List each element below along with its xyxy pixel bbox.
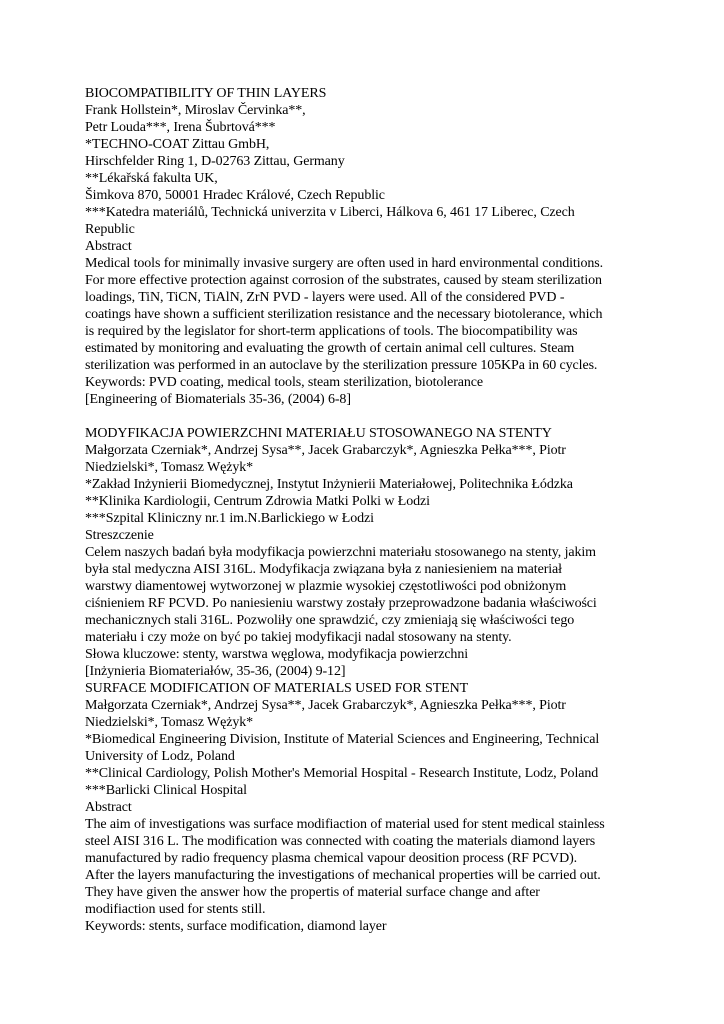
text-line: is required by the legislator for short-term applications of tools. The biocompatibility was <box>85 324 578 339</box>
text-line: sterilization was performed in an autoclave by the sterilization pressure 105KPa in 60 cycles. <box>85 358 598 373</box>
text-line: loadings, TiN, TiCN, TiAlN, ZrN PVD - layers were used. All of the considered PVD - <box>85 290 565 305</box>
page-text <box>85 85 605 935</box>
text-line: Małgorzata Czerniak*, Andrzej Sysa**, Jacek Grabarczyk*, Agnieszka Pełka***, Piotr <box>85 698 566 713</box>
text-line: warstwy diamentowej wytworzonej w plazmie wysokiej częstotliwości pod obniżonym <box>85 579 567 594</box>
text-line: **Klinika Kardiologii, Centrum Zdrowia Matki Polki w Łodzi <box>85 494 430 509</box>
text-line: steel AISI 316 L. The modification was connected with coating the materials diamond layers <box>85 834 596 849</box>
text-line: Abstract <box>85 239 132 254</box>
text-line: mechanicznych stali 316L. Pozwoliły one sprawdzić, czy zmieniają się właściwości tego <box>85 613 575 628</box>
text-line: była stal medyczna AISI 316L. Modyfikacja związana była z naniesieniem na materiał <box>85 562 562 577</box>
text-line: ***Barlicki Clinical Hospital <box>85 783 247 798</box>
text-line: materiału i czy może on być po takiej modyfikacji nadal stosowany na stenty. <box>85 630 512 645</box>
text-line: BIOCOMPATIBILITY OF THIN LAYERS <box>85 86 327 101</box>
text-line: Małgorzata Czerniak*, Andrzej Sysa**, Jacek Grabarczyk*, Agnieszka Pełka***, Piotr <box>85 443 566 458</box>
text-line: The aim of investigations was surface modifiaction of material used for stent medical stainless <box>85 817 605 832</box>
text-line: Abstract <box>85 800 132 815</box>
entry-surface-modification-stents <box>85 425 605 935</box>
text-line: manufactured by radio frequency plasma chemical vapour deosition process (RF PCVD). <box>85 851 578 866</box>
text-line: University of Lodz, Poland <box>85 749 235 764</box>
text-line: *Zakład Inżynierii Biomedycznej, Instytut Inżynierii Materiałowej, Politechnika Łódzka <box>85 477 573 492</box>
text-line: They have given the answer how the propertis of material surface change and after <box>85 885 540 900</box>
text-line: **Clinical Cardiology, Polish Mother's Memorial Hospital - Research Institute, Lodz, Poland <box>85 766 599 781</box>
text-line: Streszczenie <box>85 528 154 543</box>
text-line: Hirschfelder Ring 1, D-02763 Zittau, Germany <box>85 154 345 169</box>
text-line: *TECHNO-COAT Zittau GmbH, <box>85 137 270 152</box>
text-line: ***Katedra materiálů, Technická univerzita v Liberci, Hálkova 6, 461 17 Liberec, Czech <box>85 205 575 220</box>
text-line: Celem naszych badań była modyfikacja powierzchni materiału stosowanego na stenty, jakim <box>85 545 596 560</box>
text-line: Słowa kluczowe: stenty, warstwa węglowa, modyfikacja powierzchni <box>85 647 469 662</box>
text-line: After the layers manufacturing the investigations of mechanical properties will be carried out. <box>85 868 601 883</box>
text-line: **Lékařská fakulta UK, <box>85 171 218 186</box>
text-line: [Inżynieria Biomateriałów, 35-36, (2004) 9-12] <box>85 664 346 679</box>
text-line: Niedzielski*, Tomasz Wężyk* <box>85 715 254 730</box>
entry-biocompatibility-of-thin-layers <box>85 85 605 408</box>
text-line: Medical tools for minimally invasive surgery are often used in hard environmental conditions. <box>85 256 604 271</box>
text-line: ***Szpital Kliniczny nr.1 im.N.Barlickiego w Łodzi <box>85 511 374 526</box>
text-line: ciśnieniem RF PCVD. Po naniesieniu warstwy zostały przeprowadzone badania właściwości <box>85 596 597 611</box>
text-line: Keywords: PVD coating, medical tools, steam sterilization, biotolerance <box>85 375 484 390</box>
text-line: Niedzielski*, Tomasz Wężyk* <box>85 460 254 475</box>
text-line: Frank Hollstein*, Miroslav Červinka**, <box>85 103 306 118</box>
text-line: MODYFIKACJA POWIERZCHNI MATERIAŁU STOSOWANEGO NA STENTY <box>85 426 552 441</box>
text-line: coatings have shown a sufficient sterilization resistance and the necessary biotolerance, which <box>85 307 603 322</box>
text-line: Šimkova 870, 50001 Hradec Králové, Czech Republic <box>85 188 385 203</box>
text-line: modifiaction used for stents still. <box>85 902 266 917</box>
text-line: Keywords: stents, surface modification, diamond layer <box>85 919 387 934</box>
text-line: [Engineering of Biomaterials 35-36, (2004) 6-8] <box>85 392 351 407</box>
text-line: estimated by monitoring and evaluating the growth of certain animal cell cultures. Steam <box>85 341 575 356</box>
text-line: *Biomedical Engineering Division, Institute of Material Sciences and Engineering, Technical <box>85 732 600 747</box>
text-line: For more effective protection against corrosion of the substrates, caused by steam sterilization <box>85 273 602 288</box>
text-line: SURFACE MODIFICATION OF MATERIALS USED FOR STENT <box>85 681 469 696</box>
text-line: Petr Louda***, Irena Šubrtová*** <box>85 120 276 135</box>
text-line: Republic <box>85 222 135 237</box>
